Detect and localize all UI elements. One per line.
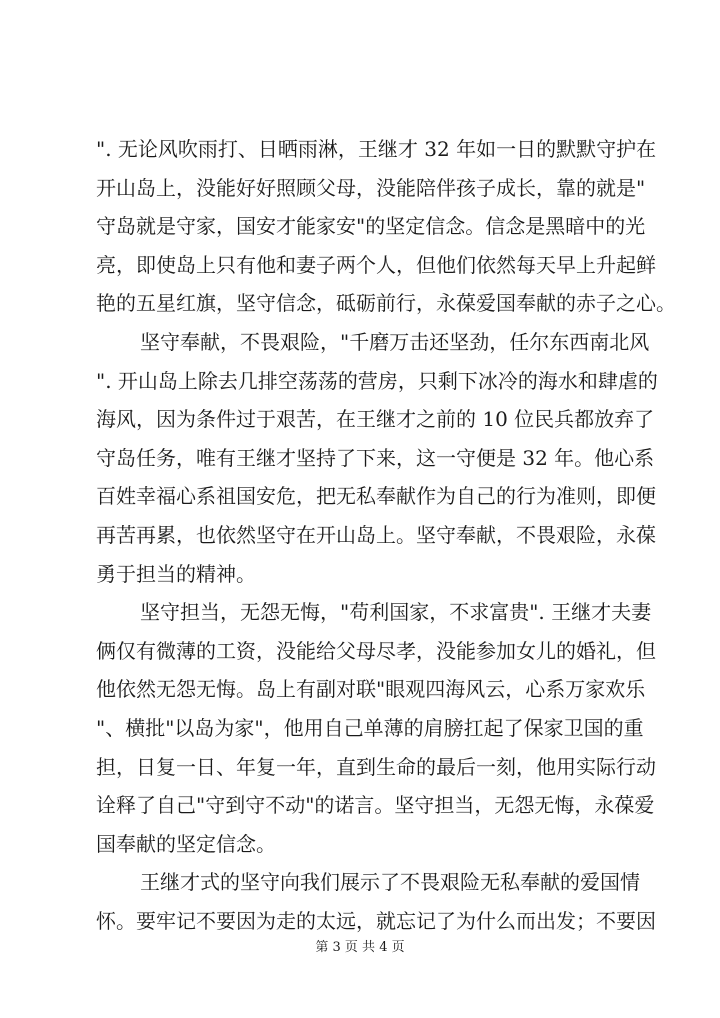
text-line: "、横批"以岛为家"，他用自己单薄的肩膀扛起了保家卫国的重 (96, 715, 644, 740)
text-line: 俩仅有微薄的工资，没能给父母尽孝，没能参加女儿的婚礼，但 (96, 638, 656, 663)
text-line: 勇于担当的精神。 (96, 561, 256, 586)
text-line: ". 无论风吹雨打、日晒雨淋，王继才 32 年如一日的默默守护在 (96, 137, 657, 161)
text-line: 坚守担当，无怨无悔，"苟利国家，不求富贵". 王继才夫妻 (140, 600, 652, 625)
text-line: 守岛任务，唯有王继才坚持了下来，这一守便是 32 年。他心系 (96, 445, 655, 470)
page-number: 第 3 页 共 4 页 (315, 940, 405, 955)
body-text (96, 130, 676, 940)
text-line: 百姓幸福心系祖国安危，把无私奉献作为自己的行为准则，即便 (96, 484, 656, 509)
text-line: 国奉献的坚定信念。 (96, 831, 276, 856)
text-line: 担，日复一日、年复一年，直到生命的最后一刻，他用实际行动 (96, 754, 656, 779)
text-line: 亮，即使岛上只有他和妻子两个人，但他们依然每天早上升起鲜 (96, 252, 656, 277)
text-line: 守岛就是守家，国安才能家安"的坚定信念。信念是黑暗中的光 (96, 214, 646, 239)
text-line: 再苦再累，也依然坚守在开山岛上。坚守奉献，不畏艰险，永葆 (96, 522, 656, 547)
text-line: 坚守奉献，不畏艰险，"千磨万击还坚劲，任尔东西南北风 (140, 329, 650, 354)
text-line: 王继才式的坚守向我们展示了不畏艰险无私奉献的爱国情 (140, 870, 640, 895)
text-line: 海风，因为条件过于艰苦，在王继才之前的 10 位民兵都放弃了 (96, 407, 655, 432)
text-line: 诠释了自己"守到守不动"的诺言。坚守担当，无怨无悔，永葆爱 (96, 793, 655, 818)
text-line: 艳的五星红旗，坚守信念，砥砺前行，永葆爱国奉献的赤子之心。 (96, 291, 676, 316)
page-footer (0, 936, 720, 955)
text-line: 他依然无怨无悔。岛上有副对联"眼观四海风云，心系万家欢乐 (96, 677, 646, 702)
text-line: ". 开山岛上除去几排空荡荡的营房，只剩下冰冷的海水和肆虐的 (96, 368, 658, 393)
text-line: 怀。要牢记不要因为走的太远，就忘记了为什么而出发；不要因 (96, 908, 656, 933)
text-line: 开山岛上，没能好好照顾父母，没能陪伴孩子成长，靠的就是" (96, 175, 646, 200)
